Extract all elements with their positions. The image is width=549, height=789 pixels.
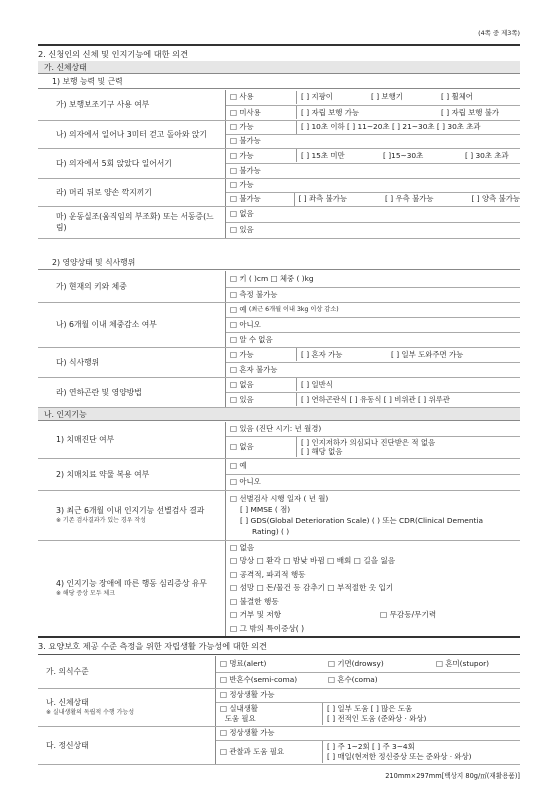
physical-status-header: 가. 신체상태 — [38, 61, 520, 74]
q-screening-label: 3) 최근 6개월 이내 인지기능 선별검사 결과 — [56, 506, 205, 515]
option-bpsd-delusion-group[interactable]: □ 망상 □ 환각 □ 밤낮 바뀜 □ 배회 □ 길을 잃음 — [230, 556, 396, 566]
option-15-30s[interactable]: [ ]15~30초 — [383, 150, 424, 160]
section-2-title: 2. 신청인의 신체 및 인지기능에 대한 의견 — [38, 44, 520, 63]
option-weight-loss-yes[interactable]: □ 예 — [230, 304, 247, 314]
option-over-30s[interactable]: [ ] 30초 초과 — [465, 150, 509, 160]
option-ataxia-present[interactable]: □ 있음 — [230, 225, 254, 234]
option-no-use[interactable]: □ 미사용 — [230, 107, 261, 117]
physical-status-table — [38, 90, 520, 239]
field-height-weight[interactable]: □ 키 ( )cm □ 체중 ( )kg — [230, 273, 314, 283]
option-walk-not-independent[interactable]: [ ] 자립 보행 불가 — [441, 107, 500, 117]
walking-ability-subheader: 1) 보행 능력 및 근력 — [38, 75, 520, 89]
option-total-help[interactable]: [ ] 전적인 도움 (준와상 · 와상) — [327, 714, 427, 723]
q-screening-test — [38, 490, 226, 540]
option-dysphagia-present[interactable]: □ 있음 — [230, 394, 254, 404]
q-dementia-diagnosis: 1) 치매진단 여부 — [38, 422, 226, 458]
q-physical-independence — [38, 688, 216, 726]
option-tug-impossible[interactable]: □ 불가능 — [230, 136, 261, 145]
option-help-levels[interactable]: [ ] 일부 도움 [ ] 많은 도움 — [327, 704, 413, 713]
option-observation-help[interactable]: □ 관찰과 도움 필요 — [220, 747, 285, 756]
option-semi-coma[interactable]: □ 반혼수(semi-coma) — [220, 675, 298, 684]
option-hands-possible[interactable]: □ 가능 — [230, 180, 254, 189]
option-weight-loss-unknown[interactable]: □ 알 수 없음 — [230, 334, 273, 344]
option-under-15s[interactable]: [ ] 15초 미만 — [301, 150, 345, 160]
nutrition-table — [38, 271, 520, 408]
q-physical-label: 나. 신체상태 — [46, 698, 89, 707]
option-bpsd-unclean[interactable]: □ 불결한 행동 — [230, 596, 279, 606]
q-sit-stand-test: 다) 의자에서 5회 앉았다 일어서기 — [38, 148, 226, 178]
option-indoor-help[interactable]: □ 실내생활 — [220, 704, 258, 713]
paper-spec-footer: 210mm×297mm[백상지 80g/㎡(재활용품)] — [385, 772, 520, 780]
option-daily[interactable]: [ ] 매일(현저한 정신증상 또는 준와상 · 와상) — [327, 752, 472, 761]
option-tug-times[interactable]: [ ] 10초 이하 [ ] 11~20초 [ ] 21~30초 [ ] 30초 초과 — [301, 122, 481, 131]
option-right-impossible[interactable]: [ ] 우측 불가능 — [385, 194, 434, 203]
option-coma[interactable]: □ 혼수(coma) — [328, 675, 378, 684]
bpsd-note: ※ 해당 증상 모두 체크 — [56, 590, 116, 597]
q-consciousness: 가. 의식수준 — [38, 656, 216, 688]
option-eat-partial-help[interactable]: [ ] 일부 도와주면 가능 — [391, 349, 464, 359]
option-ataxia-none[interactable]: □ 없음 — [230, 209, 254, 218]
option-eat-alone[interactable]: [ ] 혼자 가능 — [301, 349, 343, 359]
option-dysphagia-none[interactable]: □ 없음 — [230, 379, 254, 389]
option-frequency[interactable]: [ ] 주 1~2회 [ ] 주 3~4회 — [327, 742, 415, 751]
option-cane[interactable]: [ ] 지팡이 — [301, 92, 333, 102]
screening-note: ※ 기존 검사결과가 있는 경우 작성 — [56, 517, 146, 524]
option-sit-stand-impossible[interactable]: □ 불가능 — [230, 165, 261, 175]
weight-loss-criteria: (최근 6개월 이내 3kg 이상 감소) — [248, 305, 339, 313]
option-weight-loss-no[interactable]: □ 아니오 — [230, 319, 261, 329]
option-both-impossible[interactable]: [ ] 양측 불가능 — [471, 194, 521, 203]
independence-table — [38, 656, 520, 765]
page-number: (4쪽 중 제3쪽) — [478, 29, 520, 37]
option-suspected-undiagnosed[interactable]: [ ] 인지저하가 의심되나 진단받은 적 없음 — [301, 438, 436, 447]
option-physical-normal[interactable]: □ 정상생활 가능 — [220, 690, 275, 699]
q-weight-loss: 나) 6개월 이내 체중감소 여부 — [38, 302, 226, 347]
option-feeding-methods[interactable]: [ ] 연하곤란식 [ ] 유동식 [ ] 비위관 [ ] 위루관 — [301, 394, 450, 404]
field-screening-date[interactable]: □ 선별검사 시행 일자 ( 년 월) — [230, 494, 329, 503]
option-use[interactable]: □ 사용 — [230, 92, 254, 102]
option-left-impossible[interactable]: [ ] 좌측 불가능 — [298, 194, 348, 203]
q-hands-behind-head: 라) 머리 뒤로 양손 깍지끼기 — [38, 178, 226, 206]
q-height-weight: 가) 현재의 키와 체중 — [38, 271, 226, 302]
option-medication-no[interactable]: □ 아니오 — [230, 477, 261, 486]
physical-note: ※ 실내생활의 독립적 수행 가능성 — [46, 709, 135, 716]
option-bpsd-refusal[interactable]: □ 거부 및 저항 — [230, 610, 282, 620]
q-bpsd-label: 4) 인지기능 장애에 따른 행동 심리증상 유무 — [56, 579, 207, 588]
option-bpsd-aggressive[interactable]: □ 공격적, 파괴적 행동 — [230, 569, 306, 579]
option-walk-independent[interactable]: [ ] 자립 보행 가능 — [301, 107, 360, 117]
option-bpsd-apathy[interactable]: □ 무감동/무기력 — [380, 610, 437, 620]
option-bpsd-none[interactable]: □ 없음 — [230, 543, 255, 553]
option-diagnosis-no[interactable]: □ 없음 — [230, 442, 254, 451]
q-ataxia: 마) 운동실조(움직임의 부조화) 또는 서동증(느림) — [38, 206, 226, 238]
indoor-help-label: 도움 필요 — [224, 714, 256, 723]
option-medication-yes[interactable]: □ 예 — [230, 461, 247, 470]
option-hands-impossible[interactable]: □ 불가능 — [230, 194, 261, 203]
option-tug-possible[interactable]: □ 가능 — [230, 122, 254, 131]
option-walker[interactable]: [ ] 보행기 — [371, 92, 403, 102]
option-diagnosis-yes[interactable]: □ 있음 (진단 시기: 년 월경) — [230, 423, 322, 433]
cognitive-function-header: 나. 인지기능 — [38, 408, 520, 421]
field-mmse[interactable]: [ ] MMSE ( 점) — [240, 505, 291, 514]
option-bpsd-other[interactable]: □ 그 밖의 특이증상( ) — [230, 623, 305, 633]
option-eating-possible[interactable]: □ 가능 — [230, 349, 254, 359]
q-dementia-medication: 2) 치매치료 약물 복용 여부 — [38, 458, 226, 490]
q-eating: 다) 식사행위 — [38, 347, 226, 377]
option-not-applicable[interactable]: [ ] 해당 없음 — [301, 447, 343, 456]
q-bpsd — [38, 540, 226, 636]
option-wheelchair[interactable]: [ ] 휠체어 — [441, 92, 473, 102]
q-dysphagia: 라) 연하곤란 및 영양방법 — [38, 377, 226, 407]
option-eat-alone-impossible[interactable]: □ 혼자 불가능 — [230, 364, 278, 374]
option-sit-stand-possible[interactable]: □ 가능 — [230, 150, 254, 160]
option-measure-impossible[interactable]: □ 측정 불가능 — [230, 289, 278, 299]
option-mental-normal[interactable]: □ 정상생활 가능 — [220, 728, 275, 737]
q-tug-test: 나) 의자에서 일어나 3미터 걷고 돌아와 앉기 — [38, 120, 226, 148]
nutrition-subheader: 2) 영양상태 및 식사행위 — [38, 256, 520, 270]
option-alert[interactable]: □ 명료(alert) — [220, 658, 267, 668]
q-mental-status: 다. 정신상태 — [38, 726, 216, 764]
cognitive-table — [38, 422, 520, 637]
q-walking-aid: 가) 보행보조기구 사용 여부 — [38, 90, 226, 120]
option-bpsd-delirium-group[interactable]: □ 섬망 □ 돈/물건 등 감추기 □ 부적절한 옷 입기 — [230, 583, 394, 593]
field-cdr-rating[interactable]: Rating) ( ) — [252, 527, 290, 536]
field-gds-cdr[interactable]: [ ] GDS(Global Deterioration Scale) ( ) 또는 CDR(Clinical Dementia — [240, 516, 483, 525]
option-stupor[interactable]: □ 혼미(stupor) — [436, 658, 490, 668]
section-3-title: 3. 요양보호 제공 수준 측정을 위한 자립생활 가능성에 대한 의견 — [38, 636, 520, 655]
option-drowsy[interactable]: □ 기면(drowsy) — [328, 658, 384, 668]
option-regular-diet[interactable]: [ ] 일반식 — [301, 379, 333, 389]
